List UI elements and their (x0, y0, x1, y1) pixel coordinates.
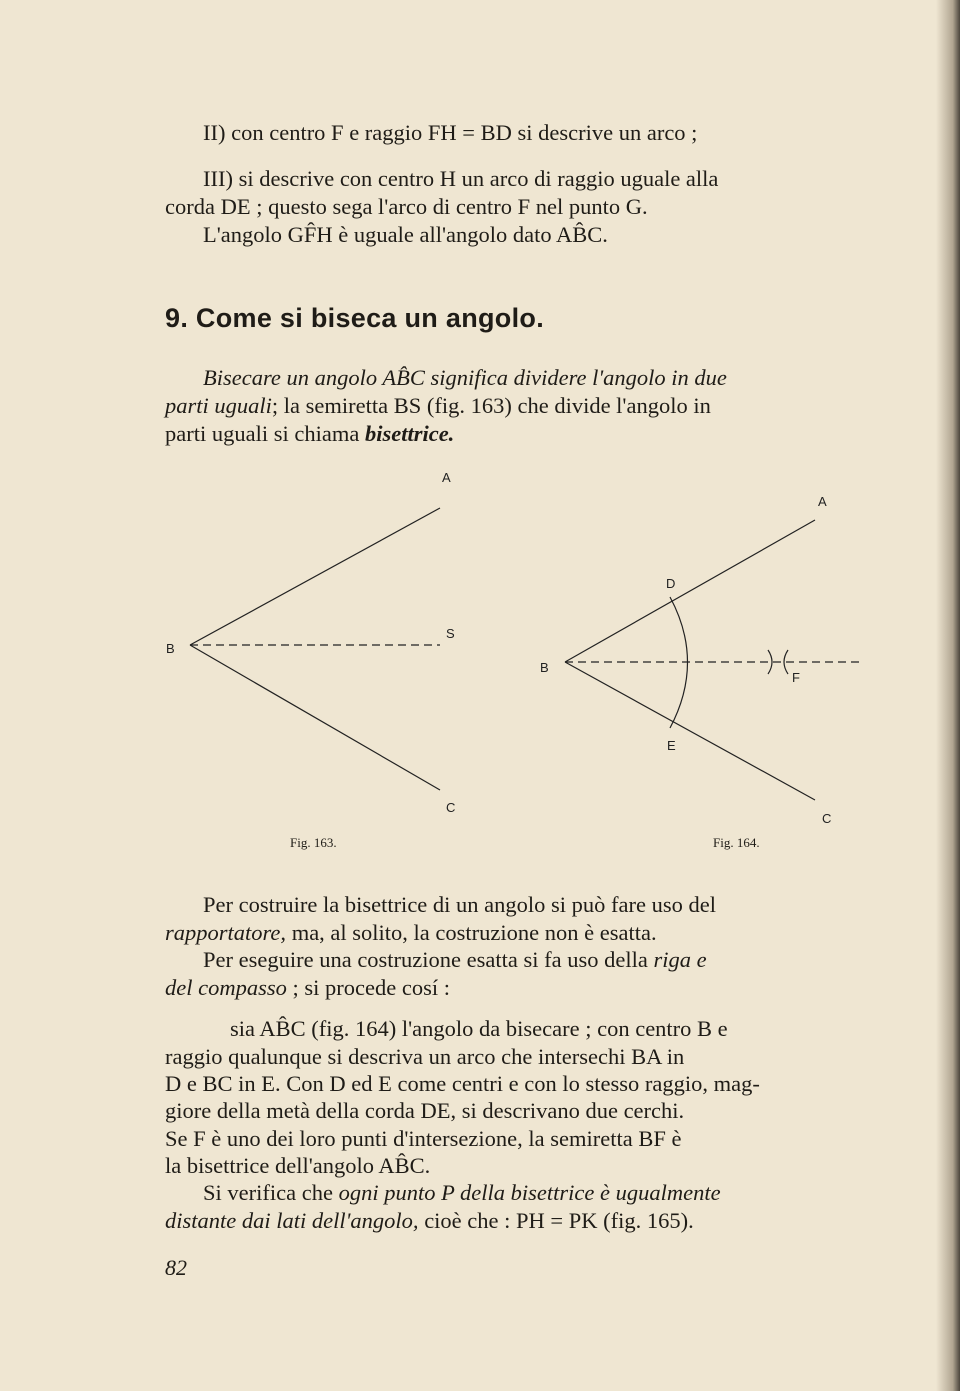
definition-line-2-rest: ; la semiretta BS (fig. 163) che divide l'angolo in (271, 393, 711, 418)
fig163-label-b: B (166, 641, 175, 656)
p1-term-rapportatore: rapportatore, (165, 920, 287, 945)
fig164-caption: Fig. 164. (713, 835, 760, 850)
fig164-label-f: F (792, 670, 800, 685)
p4-line-2-italic: distante dai lati dell'angolo, (165, 1208, 419, 1233)
p3-line-6: la bisettrice dell'angolo AB̂C. (165, 1153, 431, 1178)
p2-line-1-start: Per eseguire una costruzione esatta si fa uso della (203, 947, 648, 972)
definition-term-parti-uguali: parti uguali (165, 393, 272, 418)
fig163-diagram (190, 508, 440, 790)
fig163-label-s: S (446, 626, 455, 641)
fig164-label-e: E (667, 738, 676, 753)
p3-line-1: sia AB̂C (fig. 164) l'angolo da bisecare ; con centro B e (230, 1016, 728, 1041)
p4-line-1-start: Si verifica che (203, 1180, 339, 1205)
p1-line-2-rest: ma, al solito, la costruzione non è esatta. (286, 920, 657, 945)
p1-line-2 (165, 920, 657, 946)
intro-line-3: corda DE ; questo sega l'arco di centro F nel punto G. (165, 194, 648, 219)
p3-line-3: D e BC in E. Con D ed E come centri e con lo stesso raggio, mag- (165, 1071, 760, 1096)
page-number: 82 (165, 1255, 187, 1280)
definition-term-bisettrice: bisettrice. (364, 421, 455, 446)
fig164-label-c: C (822, 811, 832, 826)
fig163-ray-bc (190, 645, 440, 790)
p3-line-4: giore della metà della corda DE, si descrivano due cerchi. (165, 1098, 685, 1123)
fig164-label-a: A (818, 494, 827, 509)
p4-line-2-rest: cioè che : PH = PK (fig. 165). (418, 1208, 694, 1233)
fig164-arc-f1 (768, 650, 772, 674)
p2-line-2-rest: ; si procede cosí : (286, 975, 450, 1000)
p2-term-riga: riga e (653, 947, 707, 972)
fig164-label-d: D (666, 576, 676, 591)
fig163-caption: Fig. 163. (290, 835, 337, 850)
p4-line-1-italic: ogni punto P della bisettrice è ugualmente (338, 1180, 721, 1205)
p2-line-1 (203, 947, 707, 973)
p4-line-2 (165, 1208, 694, 1234)
definition-line-2 (165, 393, 711, 419)
definition-line-1: Bisecare un angolo AB̂C significa dividere l'angolo in due (203, 365, 727, 390)
fig163-label-c: C (446, 800, 456, 815)
p1-line-1: Per costruire la bisettrice di un angolo si può fare uso del (203, 892, 716, 917)
section-heading: 9. Come si biseca un angolo. (165, 303, 544, 333)
p4-line-1 (203, 1180, 721, 1206)
fig164-diagram (565, 520, 860, 800)
fig163-ray-ba (190, 508, 440, 645)
definition-line-3-start: parti uguali si chiama (165, 421, 365, 446)
fig164-label-b: B (540, 660, 549, 675)
figures-svg (0, 460, 960, 860)
definition-line-3 (165, 421, 454, 447)
intro-line-1: II) con centro F e raggio FH = BD si descrive un arco ; (203, 120, 698, 145)
p2-line-2 (165, 975, 450, 1001)
fig164-ray-bc (565, 662, 815, 800)
p3-line-2: raggio qualunque si descriva un arco che intersechi BA in (165, 1044, 685, 1069)
fig163-label-a: A (442, 470, 451, 485)
intro-line-2: III) si descrive con centro H un arco di raggio uguale alla (203, 166, 719, 191)
p3-line-5: Se F è uno dei loro punti d'intersezione, la semiretta BF è (165, 1126, 682, 1151)
p2-term-compasso: del compasso (165, 975, 287, 1000)
fig164-ray-ba (565, 520, 815, 662)
intro-line-4: L'angolo GF̂H è uguale all'angolo dato AB̂C. (203, 222, 608, 247)
